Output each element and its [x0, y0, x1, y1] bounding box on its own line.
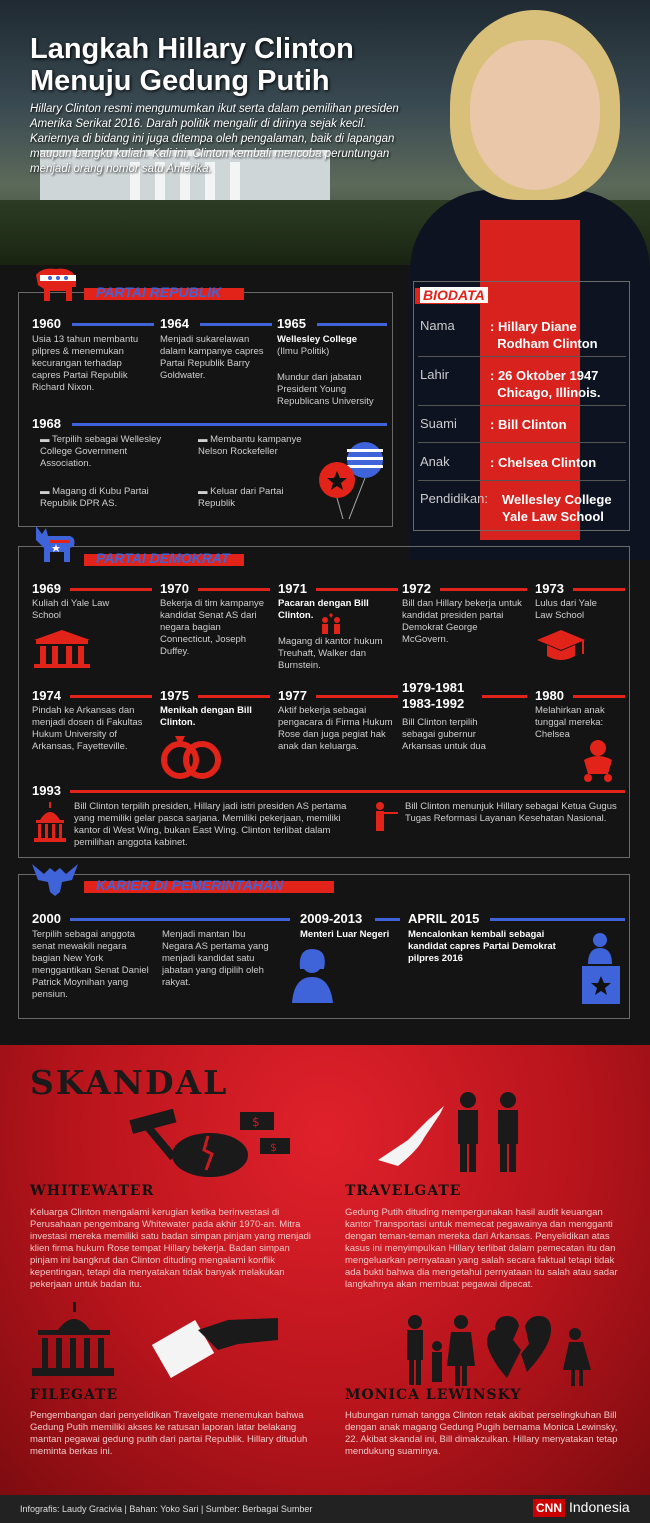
filegate-text: Pengembangan dari penyelidikan Travelgate menemukan bahwa Gedung Putih memiliki akses ke ratusan laporan latar belakang mantan pegawai gedung putih dari partai Republik. Hillary dituduh meminta berkas ini. [30, 1410, 308, 1457]
bio-pendidikan: Wellesley College Yale Law School [502, 492, 612, 524]
pointing-hand-fired-workers-icon [378, 1080, 548, 1180]
secretary-avatar-icon [290, 945, 335, 1003]
monica-heading: MONICA LEWINSKY [345, 1387, 522, 1403]
event-1968-b: ▬ Membantu kampanye Nelson Rockefeller [198, 434, 302, 457]
year-1968: 1968 [32, 416, 61, 431]
event-1993-b: Bill Clinton menunjuk Hillary sebagai Ketua Gugus Tugas Reformasi Layanan Kesehatan Nasional. [405, 801, 617, 824]
event-1973: Lulus dari Yale Law School [535, 598, 597, 621]
balloons-icon [315, 435, 385, 520]
event-1970: Bekerja di tim kampanye kandidat Senat AS dari negara bagian Connecticut, Joseph Duffey. [160, 598, 265, 657]
cnn-logo: CNN Indonesia [533, 1499, 630, 1519]
event-1971: Pacaran dengan Bill Clinton. [278, 598, 369, 621]
event-2000: Terpilih sebagai anggota senat mewakili negara bagian New York menggantikan Senat Daniel Patrick Moynihan yang pensiun. [32, 929, 149, 1000]
democrat-donkey-icon [30, 522, 80, 566]
family-broken-heart-icon [395, 1310, 635, 1388]
event-1968-a: ▬ Terpilih sebagai Wellesley College Government Association. [40, 434, 162, 469]
bio-nama: : Hillary Diane Rodham Clinton [490, 319, 598, 351]
event-1964: Menjadi sukarelawan dalam kampanye capres Partai Republik Barry Goldwater. [160, 334, 264, 381]
event-1977: Aktif bekerja sebagai pengacara di Firma Hukum Rose dan juga pegiat hak anak dan keluarga. [278, 705, 393, 752]
eagle-icon [30, 858, 80, 898]
biodata-heading: BIODATA [420, 287, 488, 303]
event-1960: Usia 13 tahun membantu pilpres & menemukan kecurangan terhadap capres Partai Republik Richard Nixon. [32, 334, 139, 393]
event-2015: Mencalonkan kembali sebagai kandidat capres Partai Demokrat pilpres 2016 [408, 929, 556, 964]
travelgate-text: Gedung Putih dituding mempergunakan hasil audit keuangan kantor Transportasi untuk memecat pegawainya dan mengganti dengan teman-teman mereka dari Arkansas. Penyelidikan atas kasus ini menyimpulkan Hillary terlibat dalam pemecatan itu dan mengeluarkan pernyataan yang salah secara faktual tetapi tidak ada bukti bahwa dia mengetahui pernyataan itu salah atau sadar langkahnya akan membuat pegawai dipecat. [345, 1207, 618, 1290]
monica-text: Hubungan rumah tangga Clinton retak akibat perselingkuhan Bill dengan anak magang Gedung Pugih bernama Monica Lewinsky, 22. Akibat skandal ini, Bill dimakzulkan. Hillary menyatakan tetap mendukung suaminya. [345, 1410, 618, 1457]
scandal-heading: SKANDAL [30, 1063, 229, 1102]
event-1980: Melahirkan anak tunggal mereka: Chelsea [535, 705, 605, 740]
event-1968-d: ▬ Keluar dari Partai Republik [198, 486, 284, 509]
couple-heart-icon [318, 612, 344, 634]
footer-credits: Infografis: Laudy Gracivia | Bahan: Yoko Sari | Sumber: Berbagai Sumber [20, 1504, 313, 1514]
event-1972: Bill dan Hillary bekerja untuk kandidat presiden partai Demokrat George McGovern. [402, 598, 522, 645]
whitewater-text: Keluarga Clinton mengalami kerugian ketika berinvestasi di Perusahaan pengembang Whitewater pada akhir 1970-an. Mitra investasi mereka memiliki satu badan simpan pinjam yang menjadi klien firma hukum Rose tempat Hillary bekerja. Badan simpan pinjam ini bangkrut dan Clinton dituding mengalami konflik kepentingan, tetapi dia menyatakan tidak banyak melakukan pekerjaan untuk badan itu. [30, 1207, 311, 1290]
year-1965: 1965 [277, 316, 306, 331]
svg-text:$: $ [270, 1141, 277, 1154]
event-1974: Pindah ke Arkansas dan menjadi dosen di Fakultas Hukum University of Arkansas, Fayetteville. [32, 705, 143, 752]
event-1969: Kuliah di Yale Law School [32, 598, 110, 621]
yale-building-icon [32, 628, 92, 668]
event-2000-b: Menjadi mantan Ibu Negara AS pertama yang menjadi kandidat satu jabatan yang dipilih oleh rakyat. [162, 929, 269, 988]
year-1960: 1960 [32, 316, 61, 331]
bio-suami: : Bill Clinton [490, 417, 567, 432]
baby-icon [578, 738, 618, 782]
demokrat-heading: PARTAI DEMOKRAT [96, 550, 230, 566]
whitewater-heading: WHITEWATER [30, 1183, 155, 1199]
event-1975: Menikah dengan Bill Clinton. [160, 705, 252, 728]
year-1964: 1964 [160, 316, 189, 331]
graduation-cap-icon [535, 628, 587, 664]
page-title: Langkah Hillary Clinton Menuju Gedung Putih [30, 33, 354, 97]
teacher-icon [372, 800, 402, 832]
travelgate-heading: TRAVELGATE [345, 1183, 462, 1199]
filegate-heading: FILEGATE [30, 1387, 119, 1403]
bio-anak: : Chelsea Clinton [490, 455, 597, 470]
event-2009: Menteri Luar Negeri [300, 929, 390, 940]
svg-text:$: $ [252, 1115, 260, 1129]
intro-text: Hillary Clinton resmi mengumumkan ikut serta dalam pemilihan presiden Amerika Serikat 2016. Darah politik mengalir di dirinya sejak kecil. Kariernya di bidang ini juga ditempa oleh pengalaman, baik di lapangan maupun bangku kuliah. Kali ini, Clinton kembali mencoba peruntungan menjadi orang nomor satu Amerika. [30, 103, 399, 175]
event-1965: Mundur dari jabatan President Young Republicans University [277, 372, 374, 407]
event-1993: Bill Clinton terpilih presiden, Hillary jadi istri presiden AS pertama yang memiliki gelar pasca sarjana. Memiliki pekerjaan, memiliki kantor di West Wing, bukan East Wing. Clinton terlibat dalam pemilihan anggota kabinet. [74, 801, 347, 848]
event-1979-1992: Bill Clinton terpilih sebagai gubernur Arkansas untuk dua [402, 717, 486, 752]
event-1971-b: Magang di kantor hukum Treuhaft, Walker dan Burnstein. [278, 636, 383, 671]
podium-speaker-icon [578, 928, 623, 1006]
wedding-rings-icon [160, 732, 222, 780]
republican-elephant-icon [32, 265, 80, 305]
capitol-files-hand-icon [28, 1300, 298, 1380]
karier-heading: KARIER DI PEMERINTAHAN [96, 877, 284, 893]
capitol-icon [32, 800, 68, 845]
hammer-piggy-bank-icon [110, 1100, 310, 1180]
event-1968-c: ▬ Magang di Kubu Partai Republik DPR AS. [40, 486, 149, 509]
bio-lahir: : 26 Oktober 1947 Chicago, Illinois. [490, 368, 601, 400]
republik-heading: PARTAI REPUBLIK [96, 284, 222, 300]
